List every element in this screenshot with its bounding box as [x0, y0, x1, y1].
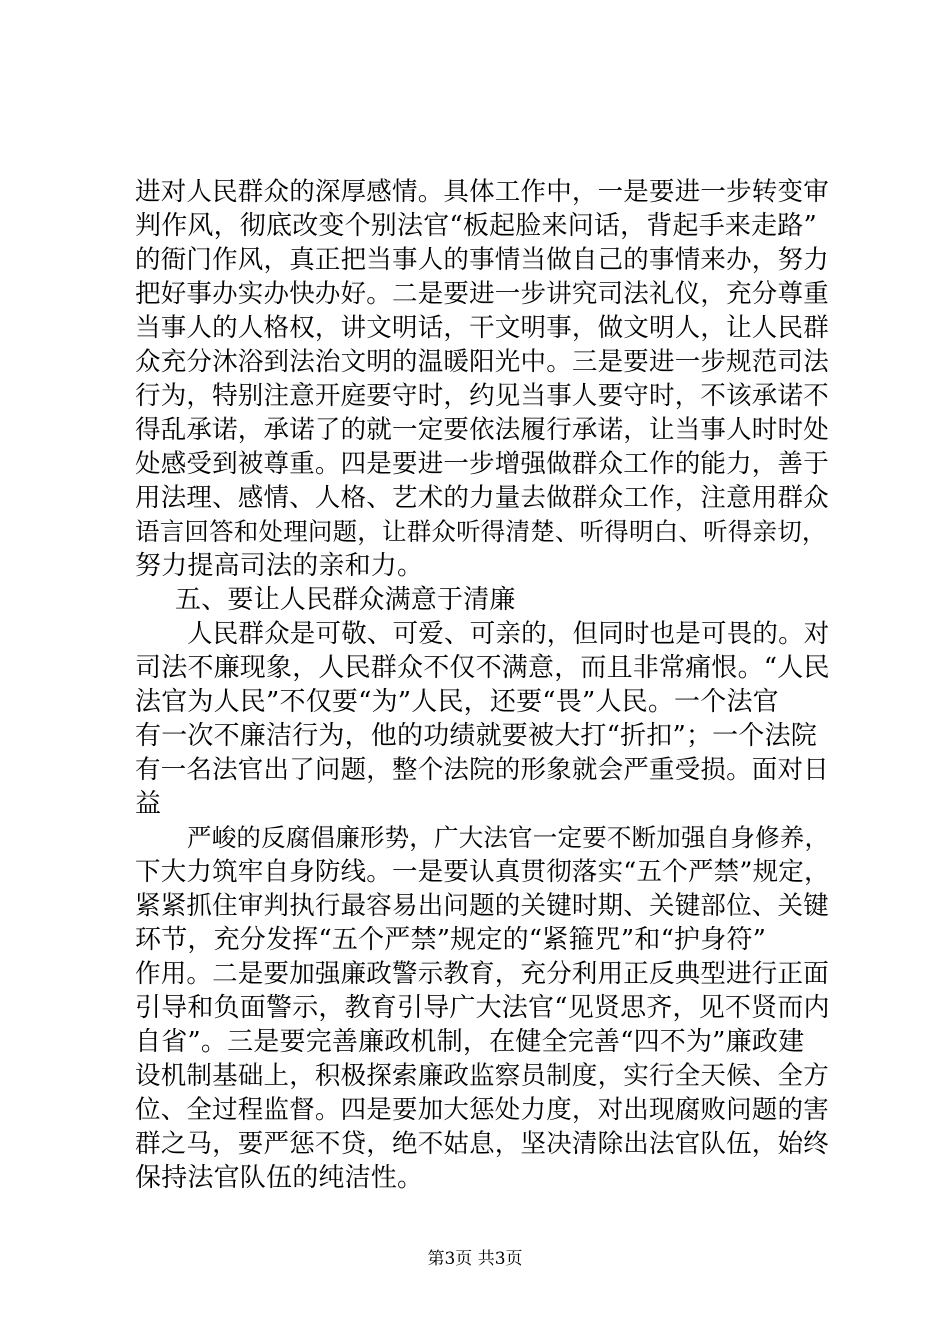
body-line: 益: [135, 789, 162, 819]
body-line: 当事人的人格权，讲文明话，干文明事，做文明人，让人民群: [135, 313, 829, 343]
body-line: 自省”。三是要完善廉政机制，在健全完善“四不为”廉政建: [135, 1027, 805, 1057]
body-line: 用法理、感情、人格、艺术的力量去做群众工作，注意用群众: [135, 483, 829, 513]
body-line: 引导和负面警示，教育引导广大法官“见贤思齐，见不贤而内: [135, 993, 830, 1023]
body-line: 法官为人民”不仅要“为”人民，还要“畏”人民。一个法官: [135, 687, 779, 717]
body-line: 进对人民群众的深厚感情。具体工作中，一是要进一步转变审: [135, 177, 829, 207]
body-line: 保持法官队伍的纯洁性。: [135, 1163, 424, 1193]
paragraph-first-line: 人民群众是可敬、可爱、可亲的，但同时也是可畏的。对: [187, 619, 830, 649]
body-line: 的衙门作风，真正把当事人的事情当做自己的事情来办，努力: [135, 245, 829, 275]
body-line: 环节，充分发挥“五个严禁”规定的“紧箍咒”和“护身符”: [135, 925, 767, 955]
section-heading: 五、要让人民群众满意于清廉: [175, 585, 516, 615]
body-line: 有一次不廉洁行为，他的功绩就要被大打“折扣”；一个法院: [135, 721, 817, 751]
body-line: 下大力筑牢自身防线。一是要认真贯彻落实“五个严禁”规定，: [135, 857, 830, 887]
body-line: 语言回答和处理问题，让群众听得清楚、听得明白、听得亲切，: [135, 517, 827, 546]
body-line: 群之马，要严惩不贷，绝不姑息，坚决清除出法官队伍，始终: [135, 1129, 829, 1159]
body-line: 设机制基础上，积极探索廉政监察员制度，实行全天候、全方: [135, 1061, 829, 1091]
body-line: 司法不廉现象，人民群众不仅不满意，而且非常痛恨。“人民: [135, 653, 830, 683]
page-number-footer: 第3页 共3页: [427, 1249, 523, 1269]
body-line: 把好事办实办快办好。二是要进一步讲究司法礼仪，充分尊重: [135, 279, 829, 309]
body-line: 判作风，彻底改变个别法官“板起脸来问话，背起手来走路”: [135, 211, 817, 241]
paragraph-first-line: 严峻的反腐倡廉形势，广大法官一定要不断加强自身修养，: [187, 823, 830, 852]
body-line: 位、全过程监督。四是要加大惩处力度，对出现腐败问题的害: [135, 1095, 829, 1125]
body-line: 有一名法官出了问题，整个法院的形象就会严重受损。面对日: [135, 755, 829, 785]
body-line: 紧紧抓住审判执行最容易出问题的关键时期、关键部位、关键: [135, 891, 829, 921]
body-line: 作用。二是要加强廉政警示教育，充分利用正反典型进行正面: [135, 959, 829, 989]
body-line: 努力提高司法的亲和力。: [135, 551, 424, 581]
body-line: 处感受到被尊重。四是要进一步增强做群众工作的能力，善于: [135, 449, 829, 479]
body-line: 众充分沐浴到法治文明的温暖阳光中。三是要进一步规范司法: [135, 347, 829, 377]
body-line: 行为，特别注意开庭要守时，约见当事人要守时，不该承诺不: [135, 381, 829, 411]
body-line: 得乱承诺，承诺了的就一定要依法履行承诺，让当事人时时处: [135, 415, 829, 445]
